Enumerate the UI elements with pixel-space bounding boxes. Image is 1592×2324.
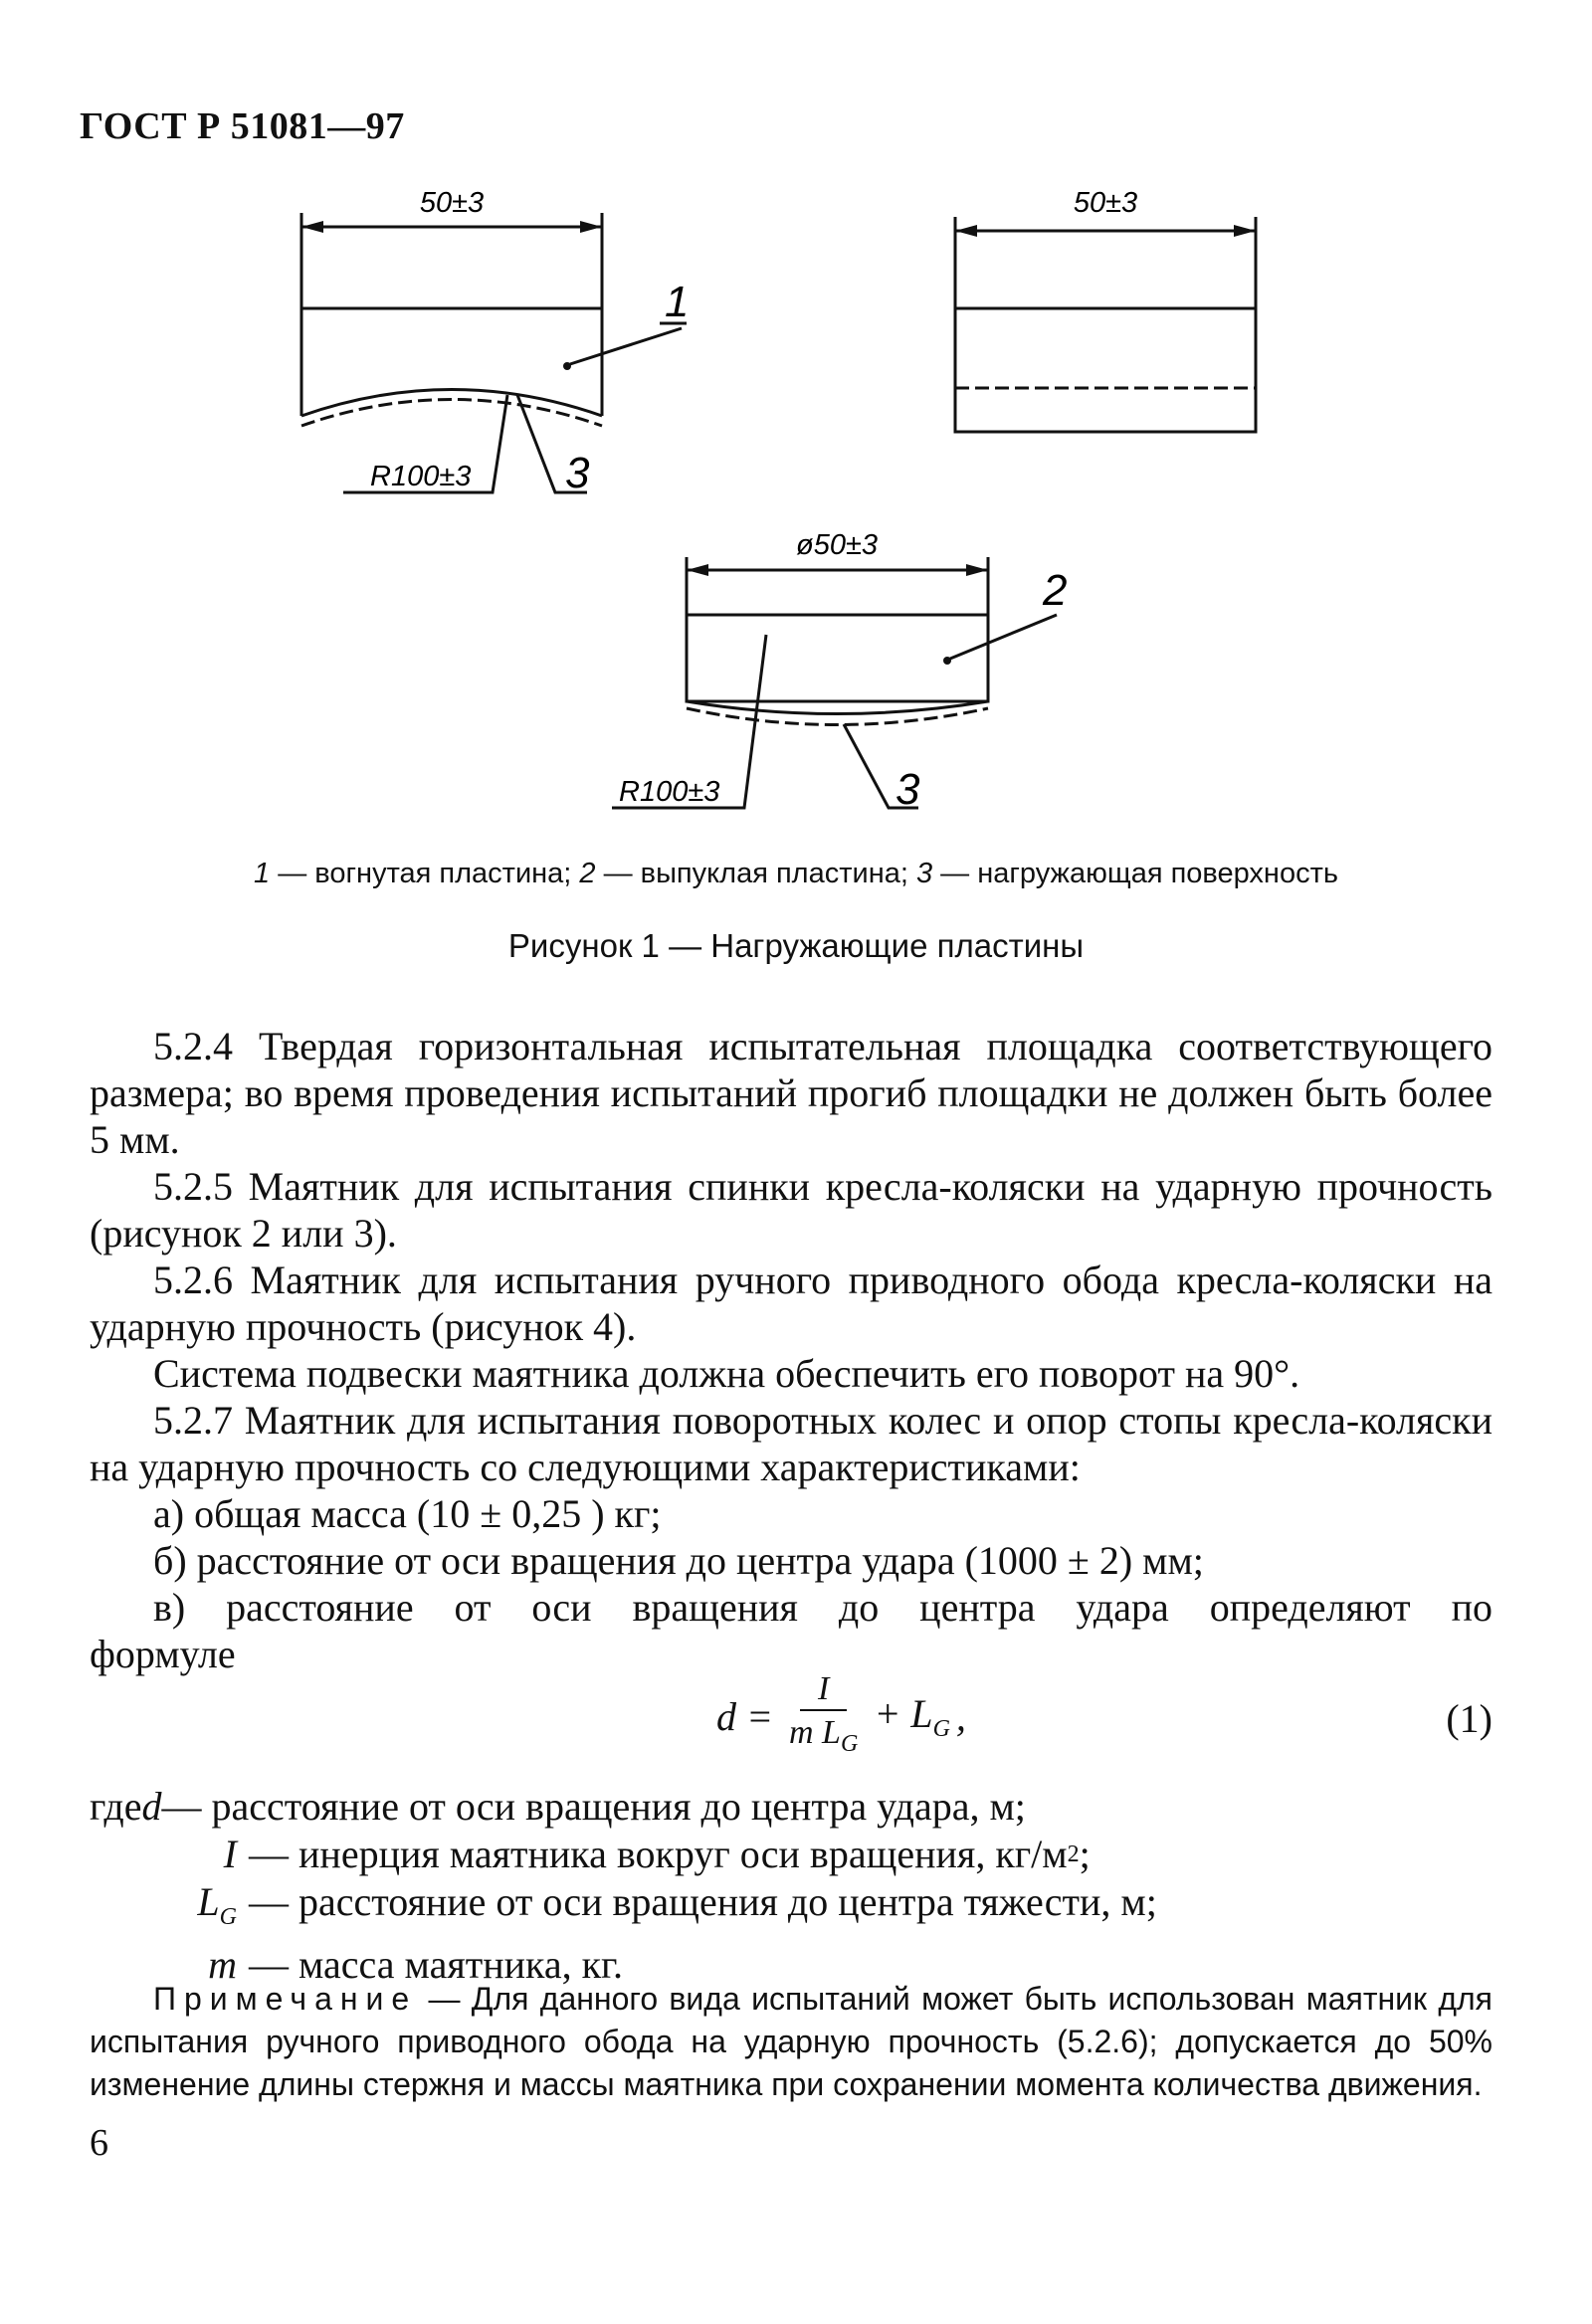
definition-tail: ; xyxy=(1079,1832,1091,1876)
arrow-head xyxy=(687,564,708,576)
note-block xyxy=(90,1978,1492,2106)
definition-symbol xyxy=(90,1878,249,1941)
list-item-v: в) расстояние от оси вращения до центра удара определяют по xyxy=(153,1585,1492,1630)
denominator-subscript: G xyxy=(840,1730,859,1757)
formula-plus-term xyxy=(874,1690,950,1743)
equation-number: (1) xyxy=(1446,1696,1492,1741)
definition-i xyxy=(90,1831,1492,1878)
arrow-head xyxy=(1234,225,1256,237)
legend-number: 2 xyxy=(579,858,596,889)
denominator-text: m L xyxy=(789,1713,841,1751)
definition-subscript: G xyxy=(219,1904,237,1930)
plate-outline xyxy=(687,615,988,701)
legend-text: — выпуклая пластина; xyxy=(595,858,916,889)
leader-dot xyxy=(943,657,951,665)
callout-label: 2 xyxy=(1043,566,1068,615)
leader-line xyxy=(950,615,1057,659)
formula-lhs: d = xyxy=(716,1693,773,1739)
definition-prefix: где xyxy=(90,1784,142,1829)
arrow-head xyxy=(966,564,988,576)
paragraph-5-2-4: 5.2.4 Твердая горизонтальная испытательная площадка соответствующего размера; во время проведения испытаний прогиб площадки не должен быть более 5 мм. xyxy=(90,1024,1492,1162)
figure-loading-plates xyxy=(0,0,1592,875)
page-number: 6 xyxy=(90,2122,108,2164)
arrow-head xyxy=(955,225,977,237)
paragraph-5-2-6: 5.2.6 Маятник для испытания ручного приводного обода кресла-коляски на ударную прочность (рисунок 4). xyxy=(90,1258,1492,1349)
body-text xyxy=(90,1023,1492,1677)
radius-label: R100±3 xyxy=(370,461,472,492)
formula-comma: , xyxy=(955,1693,966,1739)
callout-label: 1 xyxy=(665,278,690,326)
convex-surface xyxy=(687,701,988,714)
figure-marks xyxy=(563,362,951,665)
paragraph-5-2-5: 5.2.5 Маятник для испытания спинки кресла-коляски на ударную прочность (рисунок 2 или 3). xyxy=(90,1164,1492,1256)
plus-term-text: + L xyxy=(874,1690,933,1736)
convex-plate-drawing xyxy=(612,557,1057,808)
note-text: — Для данного вида испытаний может быть использован маятник для испытания ручного приводного обода на ударную прочность (5.2.6); допускается до 50% изменение длины стержня и массы маятника при сохранении момента количества движения. xyxy=(90,1981,1492,2102)
radius-label: R100±3 xyxy=(619,776,720,808)
definition-symbol: m xyxy=(208,1942,237,1987)
arrow-head xyxy=(301,221,323,233)
dimension-label: ø50±3 xyxy=(795,529,879,561)
paragraph-5-2-7: 5.2.7 Маятник для испытания поворотных колес и опор стопы кресла-коляски на ударную прочность со следующими характеристиками: xyxy=(90,1398,1492,1489)
callout-label: 3 xyxy=(896,765,920,814)
concave-plate-drawing xyxy=(301,213,690,492)
dimension-label: 50±3 xyxy=(1073,187,1138,219)
definition-symbol: d xyxy=(141,1784,162,1829)
leader-dot xyxy=(563,362,571,370)
formula-1 xyxy=(716,1671,966,1761)
plate-outline xyxy=(955,308,1256,432)
definition-text: — расстояние от оси вращения до центра тяжести, м; xyxy=(249,1879,1157,1924)
document-header: ГОСТ Р 51081—97 xyxy=(80,105,405,147)
legend-text: — вогнутая пластина; xyxy=(270,858,580,889)
legend-number: 1 xyxy=(254,858,271,889)
definition-d xyxy=(90,1783,1492,1831)
formula-denominator xyxy=(783,1711,864,1764)
legend-number: 3 xyxy=(915,858,933,889)
dimension-label: 50±3 xyxy=(419,187,485,219)
definition-text: — масса маятника, кг. xyxy=(249,1942,623,1987)
definition-symbol: I xyxy=(223,1832,237,1876)
formula-numerator: I xyxy=(800,1669,847,1711)
figure-caption: Рисунок 1 — Нагружающие пластины xyxy=(507,927,1085,964)
arrow-head xyxy=(580,221,602,233)
plus-term-subscript: G xyxy=(932,1715,950,1742)
legend-text: — нагружающая поверхность xyxy=(932,858,1338,889)
definition-superscript: 2 xyxy=(1067,1841,1080,1867)
note-lead: Примечание xyxy=(153,1981,418,2017)
definition-lg xyxy=(90,1878,1492,1941)
formula-row xyxy=(90,1671,1492,1761)
figure-legend xyxy=(80,858,1512,890)
definition-text: — инерция маятника вокруг оси вращения, кг/м xyxy=(249,1832,1068,1876)
callout-label: 3 xyxy=(565,449,590,497)
list-item-a: а) общая масса (10 ± 0,25 ) кг; xyxy=(153,1491,662,1536)
list-item-v-continuation: формуле xyxy=(90,1632,236,1676)
leader-line xyxy=(570,328,682,364)
plate-side-view-drawing xyxy=(955,217,1256,432)
list-item-b: б) расстояние от оси вращения до центра удара (1000 ± 2) мм; xyxy=(153,1538,1204,1583)
formula-fraction xyxy=(783,1669,864,1764)
definition-symbol-text: L xyxy=(197,1879,220,1924)
convex-loading-surface xyxy=(687,708,988,725)
paragraph-suspension: Система подвески маятника должна обеспечить его поворот на 90°. xyxy=(153,1351,1300,1396)
formula-definitions xyxy=(90,1783,1492,1989)
definition-text: — расстояние от оси вращения до центра удара, м; xyxy=(161,1784,1026,1829)
